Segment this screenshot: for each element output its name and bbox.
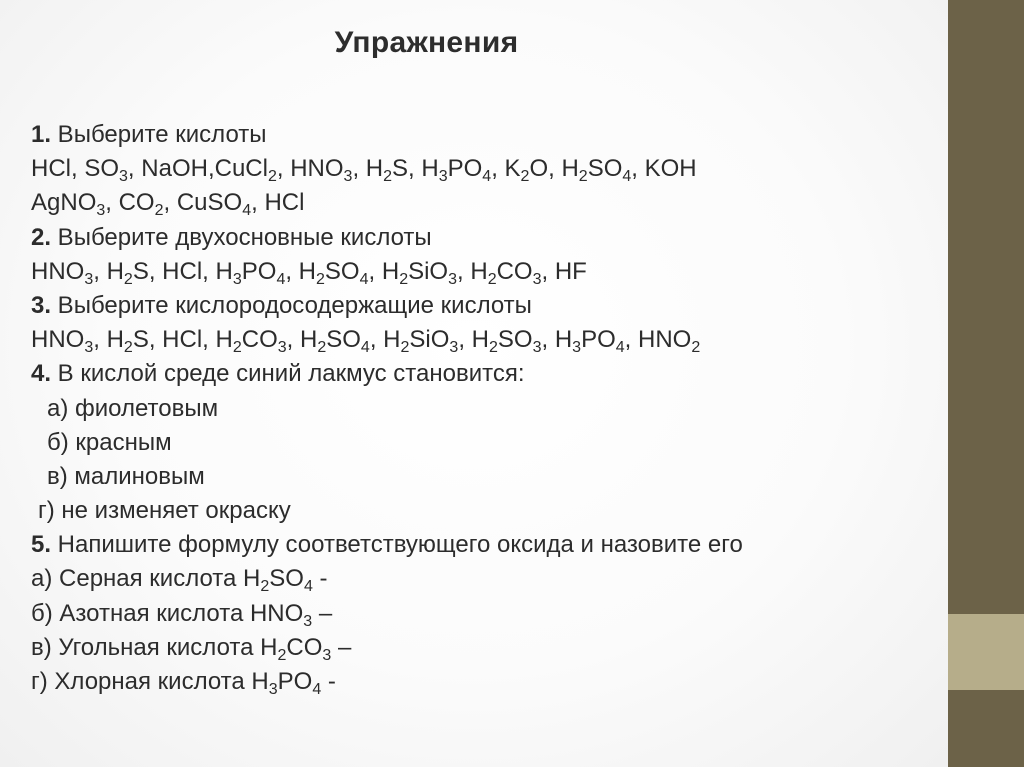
subscript: 3 (532, 339, 542, 357)
formula-text: , H (352, 155, 384, 183)
formula-text: , H (457, 257, 488, 285)
answer-option: а) фиолетовым (47, 394, 219, 422)
subscript: 4 (276, 270, 286, 288)
subscript: 2 (123, 270, 133, 288)
subscript: 2 (383, 168, 393, 186)
formula-text: PO (277, 668, 313, 695)
question-1-heading (31, 118, 931, 152)
subscript: 4 (482, 168, 492, 186)
formula-text: PO (241, 257, 277, 285)
formula-text: , H (368, 257, 400, 285)
subscript: 3 (343, 168, 353, 186)
formula-line (31, 186, 931, 220)
formula-text: б) Азотная кислота HNO (31, 599, 304, 627)
subscript: 2 (260, 578, 270, 596)
subscript: 2 (520, 168, 530, 186)
acid-item (31, 562, 931, 596)
formula-text: , H (541, 326, 573, 354)
formula-text: SO (324, 257, 360, 285)
subscript: 3 (96, 202, 106, 220)
question-2-heading (31, 221, 931, 255)
subscript: 3 (572, 339, 582, 357)
subscript: 3 (268, 681, 278, 698)
formula-text: , H (369, 326, 401, 354)
question-text: В кислой среде синий лакмус становится: (51, 360, 525, 388)
subscript: 2 (277, 646, 287, 664)
subscript: 2 (232, 339, 242, 357)
subscript: 2 (154, 202, 164, 220)
formula-text: S, H (392, 155, 439, 183)
question-number: 1. (31, 121, 52, 148)
subscript: 3 (277, 339, 287, 357)
formula-text: PO (581, 326, 616, 354)
sidebar-accent-block (948, 614, 1024, 690)
formula-text: – (312, 599, 333, 627)
formula-text: , H (285, 257, 317, 285)
subscript: 2 (399, 270, 409, 288)
formula-text: , H (458, 326, 489, 354)
subscript: 3 (119, 168, 128, 186)
formula-text: – (331, 633, 352, 661)
formula-line (31, 152, 931, 186)
subscript: 4 (615, 339, 625, 357)
formula-text: AgNO (31, 189, 97, 217)
formula-line (31, 255, 931, 289)
subscript: 2 (123, 339, 133, 357)
question-text: Выберите кислородосодержащие кислоты (51, 291, 532, 319)
subscript: 3 (84, 270, 94, 288)
subscript: 2 (316, 270, 325, 288)
subscript: 4 (622, 168, 632, 186)
question-3-heading (31, 289, 931, 323)
formula-text: CO (496, 257, 533, 285)
subscript: 3 (438, 168, 448, 186)
question-5-heading (31, 528, 931, 562)
subscript: 2 (267, 168, 277, 186)
answer-option: б) красным (47, 428, 172, 456)
subscript: 3 (449, 339, 459, 357)
formula-text: , HF (541, 257, 587, 285)
formula-text: г) Хлорная кислота H (31, 668, 269, 695)
formula-text: , H (286, 326, 318, 354)
formula-text: , HCl (251, 189, 305, 217)
question-text: Выберите двухосновные кислоты (51, 223, 432, 251)
formula-text: O, H (529, 155, 579, 183)
subscript: 3 (232, 270, 242, 288)
formula-text: , HNO (624, 326, 692, 354)
subscript: 4 (242, 202, 252, 220)
acid-item (31, 631, 931, 665)
subscript: 4 (359, 270, 369, 288)
formula-text: - (312, 565, 328, 593)
subscript: 2 (691, 339, 701, 357)
formula-text: HNO (31, 326, 85, 354)
subscript: 4 (303, 578, 313, 596)
answer-option: в) малиновым (47, 462, 205, 490)
subscript: 3 (84, 339, 94, 357)
formula-text: HCl, SO (31, 155, 120, 183)
subscript: 3 (322, 646, 332, 664)
formula-text: , HNO (276, 155, 344, 183)
formula-text: - (321, 668, 336, 695)
question-text: Выберите кислоты (51, 121, 267, 148)
subscript: 2 (487, 270, 497, 288)
sidebar-decoration-bottom (948, 690, 1024, 767)
formula-text: SO (587, 155, 623, 183)
subscript: 4 (312, 681, 322, 698)
formula-text: , H (93, 257, 124, 285)
formula-text: S, HCl, H (132, 257, 233, 285)
formula-text: а) Серная кислота H (31, 565, 261, 593)
formula-text: , H (93, 326, 124, 354)
exercise-body (31, 118, 931, 699)
page-title: Упражнения (334, 26, 519, 59)
formula-text: S, HCl, H (132, 326, 233, 354)
subscript: 2 (578, 168, 588, 186)
formula-text: SiO (408, 257, 449, 285)
subscript: 3 (448, 270, 458, 288)
question-number: 3. (31, 291, 52, 319)
answer-option: г) не изменяет окраску (38, 497, 291, 525)
formula-text: SO (497, 326, 533, 354)
subscript: 4 (360, 339, 370, 357)
formula-text: , CuSO (163, 189, 243, 217)
subscript: 2 (400, 339, 410, 357)
acid-item (31, 665, 931, 699)
formula-text: CO (286, 633, 323, 661)
formula-text: , K (491, 155, 521, 183)
formula-text: SO (269, 565, 304, 593)
subscript: 2 (489, 339, 498, 357)
formula-text: , NaOH,CuCl (127, 155, 268, 183)
subscript: 3 (303, 612, 313, 630)
question-number: 5. (31, 531, 52, 559)
formula-text: в) Угольная кислота H (31, 633, 278, 661)
formula-text: PO (447, 155, 483, 183)
question-number: 4. (31, 360, 52, 388)
formula-text: SiO (409, 326, 450, 354)
sidebar-decoration (948, 0, 1024, 614)
subscript: 3 (532, 270, 542, 288)
formula-text: CO (241, 326, 278, 354)
formula-text: , KOH (631, 155, 697, 183)
formula-text: HNO (31, 257, 85, 285)
question-number: 2. (31, 223, 52, 251)
formula-text: , CO (105, 189, 155, 217)
formula-text: SO (326, 326, 361, 354)
subscript: 2 (317, 339, 327, 357)
question-4-heading (31, 357, 931, 391)
question-text: Напишите формулу соответствующего оксида и назовите его (51, 531, 743, 559)
acid-item (31, 597, 931, 631)
formula-line (31, 323, 931, 357)
